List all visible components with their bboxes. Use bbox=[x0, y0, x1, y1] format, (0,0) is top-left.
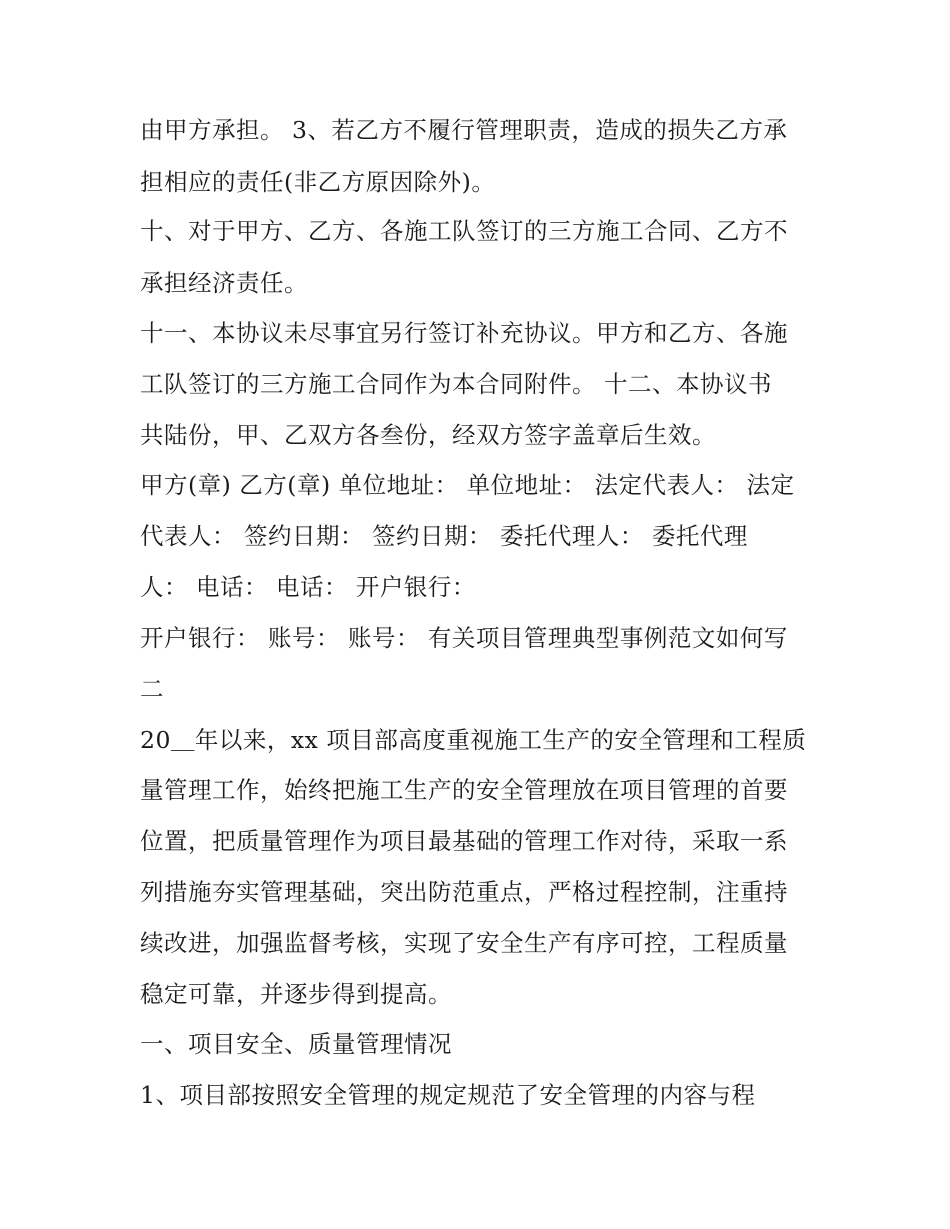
text-line: 十一、本协议未尽事宜另行签订补充协议。甲方和乙方、各施 bbox=[140, 319, 788, 347]
text-line: 人： 电话： 电话： 开户银行： bbox=[140, 573, 476, 601]
text-line: 量管理工作，始终把施工生产的安全管理放在项目管理的首要 bbox=[140, 776, 788, 804]
text-line: 续改进，加强监督考核，实现了安全生产有序可控，工程质量 bbox=[140, 929, 788, 957]
text-line: 二 bbox=[140, 675, 164, 703]
text-line: 开户银行： 账号： 账号： 有关项目管理典型事例范文如何写 bbox=[140, 624, 788, 652]
text-line: 共陆份，甲、乙双方各叁份，经双方签字盖章后生效。 bbox=[140, 421, 716, 449]
text-line: 十、对于甲方、乙方、各施工队签订的三方施工合同、乙方不 bbox=[140, 217, 788, 245]
text-line: 列措施夯实管理基础，突出防范重点，严格过程控制，注重持 bbox=[140, 878, 788, 906]
text-line: 承担经济责任。 bbox=[140, 269, 308, 297]
section-heading: 一、项目安全、质量管理情况 bbox=[140, 1030, 452, 1058]
text-line: 由甲方承担。 3、若乙方不履行管理职责，造成的损失乙方承 bbox=[140, 116, 788, 144]
text-line: 位置，把质量管理作为项目最基础的管理工作对待，采取一系 bbox=[140, 827, 788, 855]
text-line: 甲方(章) 乙方(章) 单位地址： 单位地址： 法定代表人： 法定 bbox=[140, 471, 795, 499]
text-line: 稳定可靠，并逐步得到提高。 bbox=[140, 980, 452, 1008]
text-line: 担相应的责任(非乙方原因除外)。 bbox=[140, 168, 496, 196]
text-line: 1、项目部按照安全管理的规定规范了安全管理的内容与程 bbox=[140, 1081, 756, 1109]
text-line: 工队签订的三方施工合同作为本合同附件。 十二、本协议书 bbox=[140, 370, 772, 398]
text-line: 20＿年以来，xx 项目部高度重视施工生产的安全管理和工程质 bbox=[140, 726, 807, 754]
text-line: 代表人： 签约日期： 签约日期： 委托代理人： 委托代理 bbox=[140, 522, 748, 550]
